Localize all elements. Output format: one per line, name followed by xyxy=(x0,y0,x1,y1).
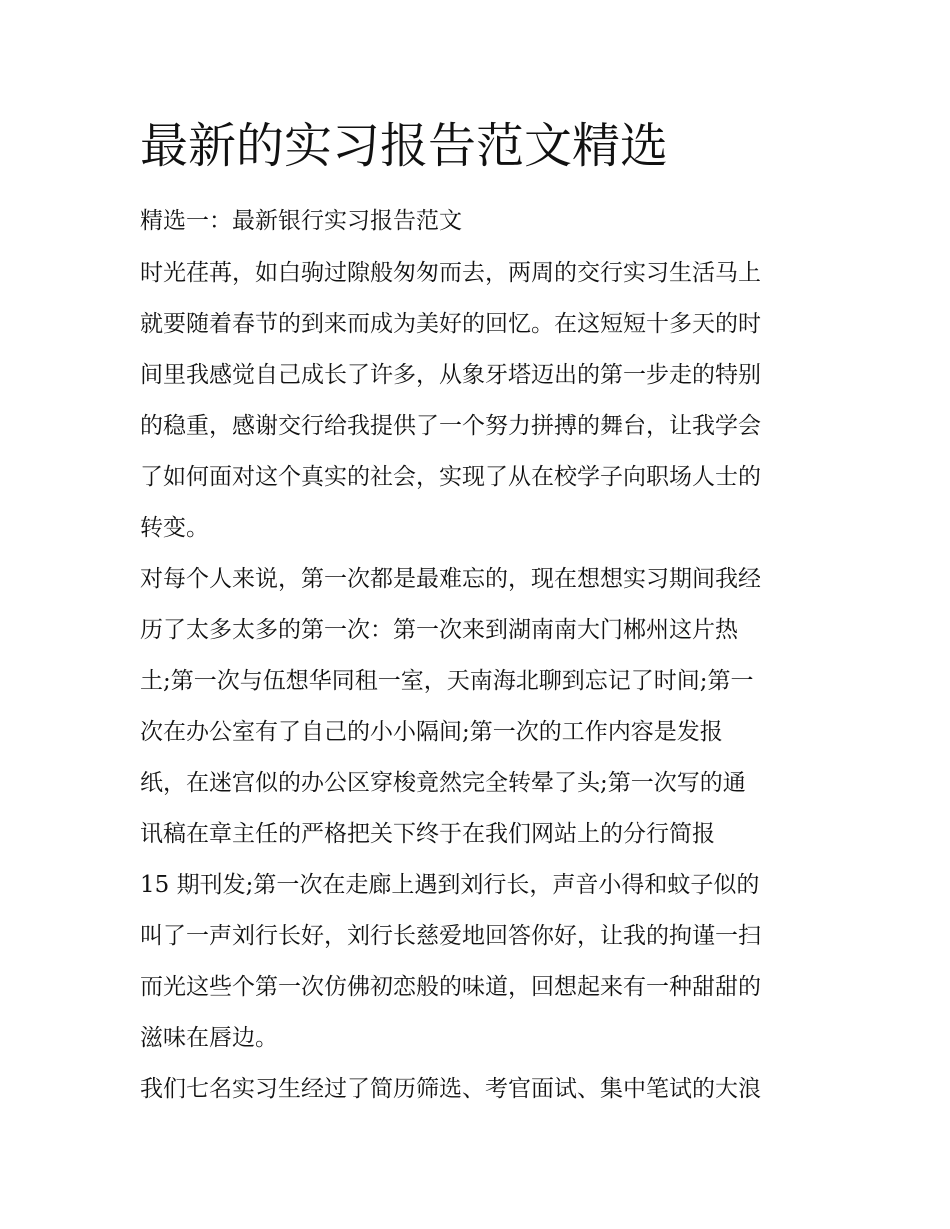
body-line: 而光这些个第一次仿佛初恋般的味道，回想起来有一种甜甜的 xyxy=(140,974,761,1000)
body-line: 15 期刊发;第一次在走廊上遇到刘行长，声音小得和蚊子似的 xyxy=(140,872,760,898)
body-line: 就要随着春节的到来而成为美好的回忆。在这短短十多天的时 xyxy=(140,311,761,337)
body-line: 对每个人来说，第一次都是最难忘的，现在想想实习期间我经 xyxy=(140,566,761,592)
body-line: 土;第一次与伍想华同租一室，天南海北聊到忘记了时间;第一 xyxy=(140,668,754,694)
body-line: 叫了一声刘行长好，刘行长慈爱地回答你好，让我的拘谨一扫 xyxy=(140,923,761,949)
body-line: 了如何面对这个真实的社会，实现了从在校学子向职场人士的 xyxy=(140,464,761,490)
body-line: 时光荏苒，如白驹过隙般匆匆而去，两周的交行实习生活马上 xyxy=(140,260,761,286)
section-heading: 精选一：最新银行实习报告范文 xyxy=(140,208,462,234)
body-line: 纸，在迷宫似的办公区穿梭竟然完全转晕了头;第一次写的通 xyxy=(140,770,746,796)
document-title: 最新的实习报告范文精选 xyxy=(140,118,669,174)
body-line: 讯稿在章主任的严格把关下终于在我们网站上的分行简报 xyxy=(140,821,715,847)
body-line: 滋味在唇边。 xyxy=(140,1025,278,1051)
body-line: 的稳重，感谢交行给我提供了一个努力拼搏的舞台，让我学会 xyxy=(140,413,761,439)
body-line: 次在办公室有了自己的小小隔间;第一次的工作内容是发报 xyxy=(140,719,723,745)
body-line: 我们七名实习生经过了简历筛选、考官面试、集中笔试的大浪 xyxy=(140,1076,761,1102)
body-line: 间里我感觉自己成长了许多，从象牙塔迈出的第一步走的特别 xyxy=(140,362,761,388)
body-line: 转变。 xyxy=(140,515,209,541)
body-line: 历了太多太多的第一次：第一次来到湖南南大门郴州这片热 xyxy=(140,617,738,643)
